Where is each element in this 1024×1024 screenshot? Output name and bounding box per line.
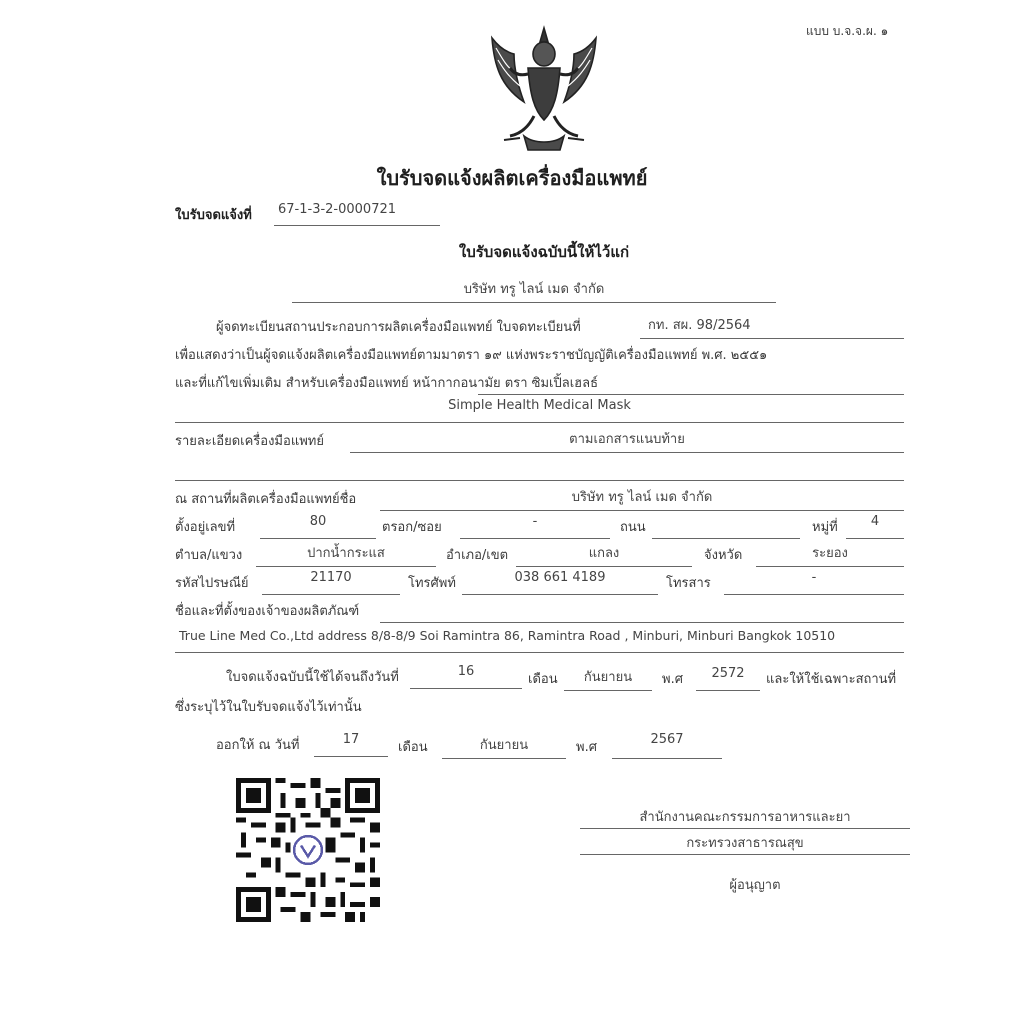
moo-value: 4: [870, 514, 880, 529]
authority-ministry-underline: [580, 854, 910, 855]
subdistrict-value: ปากน้ำกระแส: [307, 546, 385, 561]
house-no-label: ตั้งอยู่เลขที่: [175, 520, 236, 535]
fax-underline: [724, 594, 904, 595]
district-label: อำเภอ/เขต: [446, 548, 509, 563]
garuda-emblem-icon: [484, 24, 604, 152]
company-name: บริษัท ทรู ไลน์ เมด จำกัด: [463, 282, 605, 297]
law-text: เพื่อแสดงว่าเป็นผู้จดแจ้งผลิตเครื่องมือแพทย์ตามมาตรา ๑๙ แห่งพระราชบัญญัติเครื่องมือแพทย์ พ.ศ. ๒๕๕๑: [175, 348, 768, 363]
registration-no-underline: [640, 338, 904, 339]
fax-label: โทรสาร: [666, 576, 711, 591]
qr-code-icon: [236, 778, 380, 922]
site-underline: [380, 510, 904, 511]
authority-office: สำนักงานคณะกรรมการอาหารและยา: [639, 810, 851, 825]
issue-month-label: เดือน: [398, 740, 428, 755]
alley-value: -: [532, 514, 538, 529]
issue-year: 2567: [650, 732, 684, 747]
blank-line: [175, 480, 904, 481]
phone-underline: [462, 594, 658, 595]
road-underline: [652, 538, 800, 539]
product-english-underline: [175, 422, 904, 423]
validity-suffix: และให้ใช้เฉพาะสถานที่: [766, 672, 897, 687]
issued-to-heading: ใบรับจดแจ้งฉบับนี้ให้ไว้แก่: [458, 243, 630, 261]
product-english-name: Simple Health Medical Mask: [448, 398, 631, 413]
fax-value: -: [811, 570, 817, 585]
owner-label: ชื่อและที่ตั้งของเจ้าของผลิตภัณฑ์: [175, 604, 360, 619]
validity-year-label: พ.ศ: [662, 672, 683, 687]
form-code: แบบ บ.จ.จ.ผ. ๑: [806, 24, 889, 38]
postal-value: 21170: [310, 570, 352, 585]
authority-office-underline: [580, 828, 910, 829]
subdistrict-underline: [256, 566, 436, 567]
alley-underline: [460, 538, 610, 539]
authority-approver: ผู้อนุญาต: [729, 878, 781, 893]
district-value: แกลง: [588, 546, 620, 561]
details-underline: [350, 452, 904, 453]
receipt-no-value: 67-1-3-2-0000721: [278, 202, 397, 217]
issue-prefix: ออกให้ ณ วันที่: [216, 738, 300, 753]
validity-prefix: ใบจดแจ้งฉบับนี้ใช้ได้จนถึงวันที่: [226, 670, 399, 685]
subdistrict-label: ตำบล/แขวง: [175, 548, 243, 563]
validity-line2: ซึ่งระบุไว้ในใบรับจดแจ้งไว้เท่านั้น: [175, 700, 362, 715]
site-value: บริษัท ทรู ไลน์ เมด จำกัด: [571, 490, 713, 505]
phone-value: 038 661 4189: [514, 570, 606, 585]
receipt-no-label: ใบรับจดแจ้งที่: [175, 208, 252, 223]
province-value: ระยอง: [812, 546, 848, 561]
issue-day-underline: [314, 756, 388, 757]
owner-value-underline: [175, 652, 904, 653]
authority-ministry: กระทรวงสาธารณสุข: [686, 836, 804, 851]
receipt-no-underline: [274, 225, 440, 226]
validity-month-label: เดือน: [528, 672, 558, 687]
postal-label: รหัสไปรษณีย์: [175, 576, 249, 591]
owner-value: True Line Med Co.,Ltd address 8/8-8/9 Soi Ramintra 86, Ramintra Road , Minburi, Minburi Bangkok 10510: [179, 628, 836, 643]
moo-underline: [846, 538, 904, 539]
district-underline: [516, 566, 692, 567]
issue-day: 17: [342, 732, 360, 747]
product-thai-underline: [478, 394, 904, 395]
house-no-value: 80: [309, 514, 327, 529]
road-label: ถนน: [620, 520, 646, 535]
registrant-text: ผู้จดทะเบียนสถานประกอบการผลิตเครื่องมือแพทย์ ใบจดทะเบียนที่: [216, 320, 581, 335]
validity-month-underline: [564, 690, 652, 691]
postal-underline: [262, 594, 400, 595]
issue-year-underline: [612, 758, 722, 759]
house-no-underline: [260, 538, 376, 539]
registration-no: กท. สผ. 98/2564: [648, 318, 751, 333]
site-label: ณ สถานที่ผลิตเครื่องมือแพทย์ชื่อ: [175, 492, 357, 507]
details-label: รายละเอียดเครื่องมือแพทย์: [175, 434, 324, 449]
moo-label: หมู่ที่: [812, 520, 838, 535]
amendment-text: และที่แก้ไขเพิ่มเติม สำหรับเครื่องมือแพทย์ หน้ากากอนามัย ตรา ซิมเปิ้ลเฮลธ์: [175, 376, 599, 391]
province-label: จังหวัด: [704, 548, 743, 563]
issue-year-label: พ.ศ: [576, 740, 597, 755]
issue-month: กันยายน: [479, 738, 529, 753]
company-name-underline: [292, 302, 776, 303]
document-title: ใบรับจดแจ้งผลิตเครื่องมือแพทย์: [376, 166, 648, 190]
validity-month: กันยายน: [583, 670, 633, 685]
alley-label: ตรอก/ซอย: [382, 520, 442, 535]
owner-label-underline: [380, 622, 904, 623]
province-underline: [756, 566, 904, 567]
validity-year: 2572: [711, 666, 745, 681]
validity-day: 16: [457, 664, 475, 679]
validity-year-underline: [696, 690, 760, 691]
validity-day-underline: [410, 688, 522, 689]
phone-label: โทรศัพท์: [408, 576, 456, 591]
details-value: ตามเอกสารแนบท้าย: [569, 432, 685, 447]
issue-month-underline: [442, 758, 566, 759]
